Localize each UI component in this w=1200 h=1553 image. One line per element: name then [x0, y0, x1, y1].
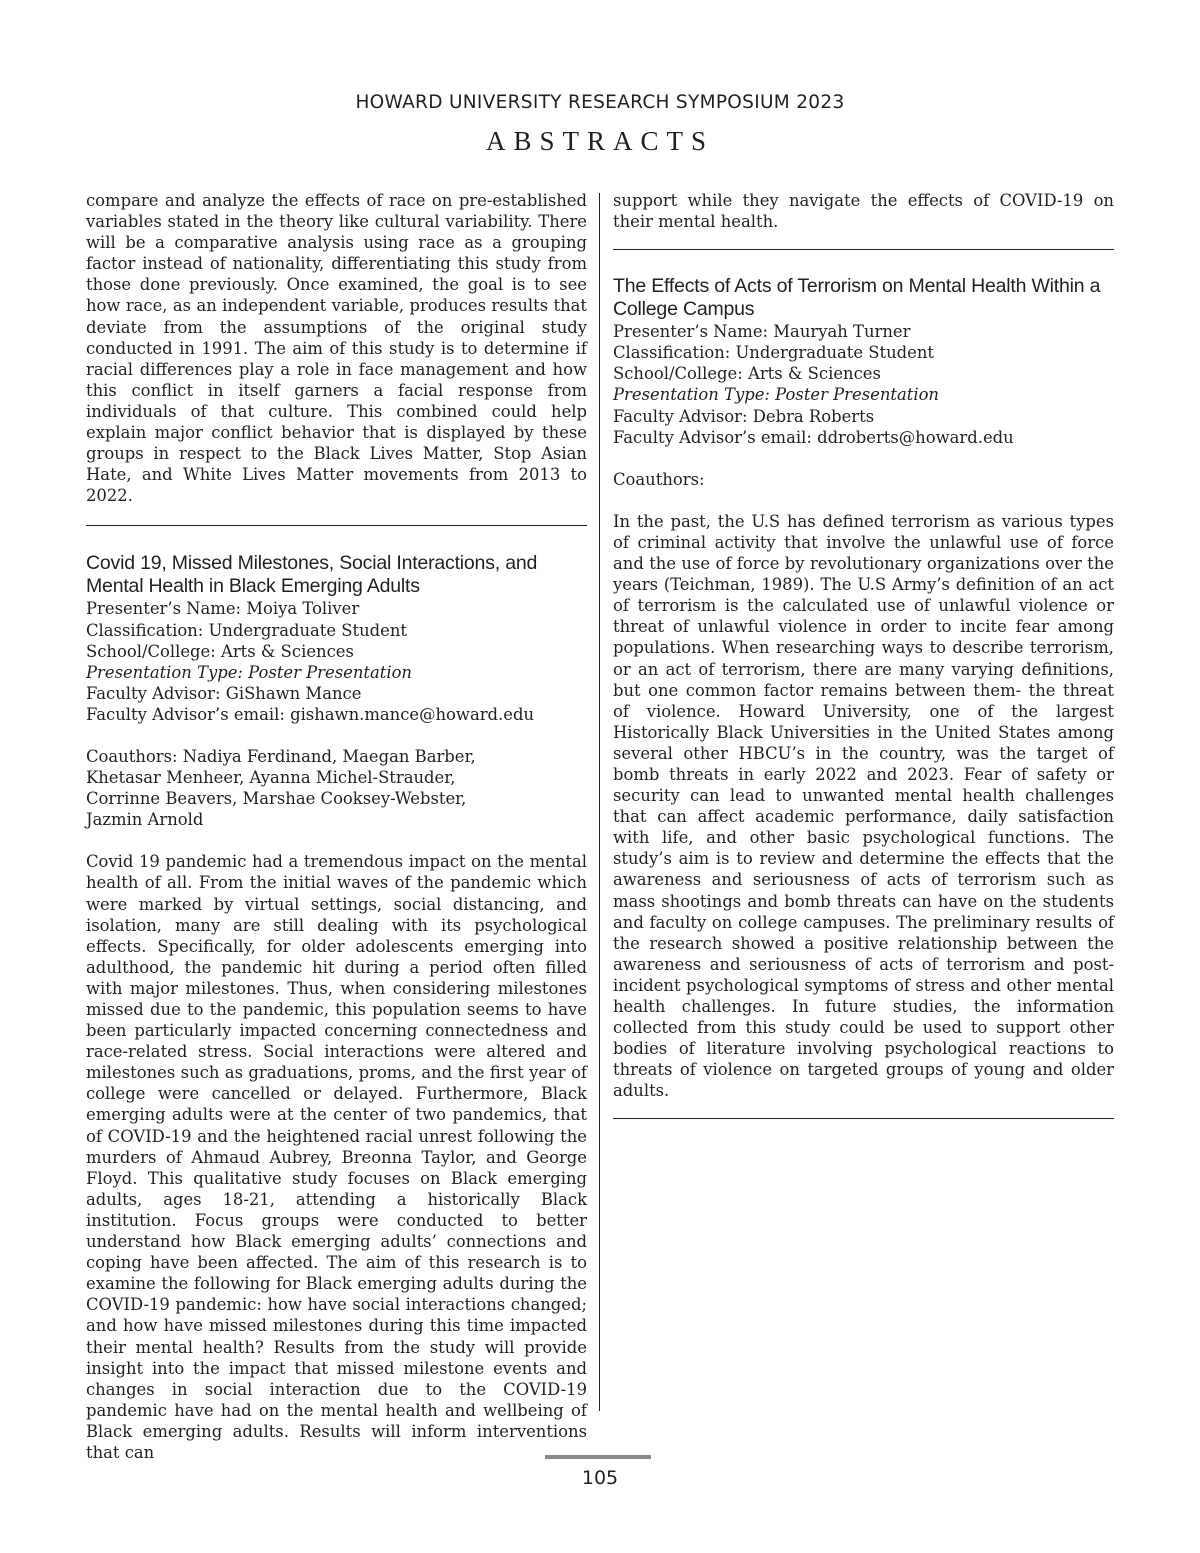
- left-column: [86, 190, 587, 1463]
- right-column: [613, 190, 1114, 1119]
- classification: Classification: Undergraduate Student: [613, 343, 935, 363]
- abstract-entry: [613, 275, 1114, 1101]
- presentation-type: Presentation Type: Poster Presentation: [86, 662, 412, 682]
- abstract-body: Covid 19 pandemic had a tremendous impact on the mental health of all. From the initial waves of the pandemic which were marked by virtual settings, social distancing, and isolation, many are still dealing with its psychological effects. Specifically, for older adolescents emerging into adulthood, the pandemic hit during a period often filled with major milestones. Thus, when considering milestones missed due to the pandemic, this population seems to have been particularly impacted concerning connectedness and race-related stress. Social interactions were altered and milestones such as graduations, proms, and the first year of college were cancelled or delayed. Furthermore, Black emerging adults were at the center of two pandemics, that of COVID-19 and the heightened racial unrest following the murders of Ahmaud Aubrey, Breonna Taylor, and George Floyd. This qualitative study focuses on Black emerging adults, ages 18-21, attending a historically Black institution. Focus groups were conducted to better understand how Black emerging adults’ connections and coping have been affected. The aim of this research is to examine the following for Black emerging adults during the COVID-19 pandemic: how have social interactions changed; and how have missed milestones during this time impacted their mental health? Results from the study will provide insight into the impact that missed milestone events and changes in social interaction due to the COVID-19 pandemic have had on the mental health and wellbeing of Black emerging adults. Results will inform interventions that can: [86, 852, 587, 1462]
- section-rule: [613, 1118, 1114, 1119]
- coauthors-line: Coauthors: Nadiya Ferdinand, Maegan Barber,: [86, 746, 476, 766]
- coauthors-line: Jazmin Arnold: [86, 810, 204, 830]
- faculty-advisor: Faculty Advisor: Debra Roberts: [613, 406, 875, 426]
- continued-abstract-text: support while they navigate the effects of COVID-19 on their mental health.: [613, 191, 1114, 232]
- continued-abstract-text: compare and analyze the effects of race on pre-established variables stated in the theory like cultural variability. There will be a comparative analysis using race as a grouping factor instead of nationality, differentiating this study from those done previously. Once examined, the goal is to see how race, as an independent variable, produces results that deviate from the assumptions of the original study conducted in 1991. The aim of this study is to determine if racial differences play a role in face management and how this conflict in itself garners a facial response from individuals of that culture. This combined could help explain major conflict behavior that is displayed by these groups in respect to the Black Lives Matter, Stop Asian Hate, and White Lives Matter movements from 2013 to 2022.: [86, 191, 587, 506]
- presenter-name: Presenter’s Name: Mauryah Turner: [613, 322, 911, 342]
- page-number: 105: [581, 1467, 619, 1489]
- classification: Classification: Undergraduate Student: [86, 620, 408, 640]
- section-heading: ABSTRACTS: [485, 126, 715, 156]
- school-college: School/College: Arts & Sciences: [86, 641, 354, 661]
- column-divider: [599, 193, 600, 1411]
- section-rule: [86, 525, 587, 526]
- faculty-advisor-email: Faculty Advisor’s email: gishawn.mance@howard.edu: [86, 704, 534, 724]
- abstract-title: The Effects of Acts of Terrorism on Mental Health Within a College Campus: [613, 275, 1101, 321]
- section-rule: [613, 249, 1114, 250]
- coauthors-line: Khetasar Menheer, Ayanna Michel-Strauder,: [86, 768, 456, 788]
- faculty-advisor: Faculty Advisor: GiShawn Mance: [86, 683, 362, 703]
- symposium-title: HOWARD UNIVERSITY RESEARCH SYMPOSIUM 2023: [355, 92, 845, 113]
- abstract-entry: [86, 552, 587, 1463]
- presentation-type: Presentation Type: Poster Presentation: [613, 385, 939, 405]
- coauthors: [86, 746, 587, 830]
- abstract-body: In the past, the U.S has defined terrorism as various types of criminal activity that involve the unlawful use of force and the use of force by revolutionary organizations over the years (Teichman, 1989). The U.S Army’s definition of an act of terrorism is the calculated use of unlawful violence or threat of unlawful violence in order to incite fear among populations. When researching ways to describe terrorism, or an act of terrorism, there are many varying definitions, but one common factor remains between them- the threat of violence. Howard University, one of the largest Historically Black Universities in the United States among several other HBCU’s in the country, was the target of bomb threats in early 2022 and 2023. Fear of safety or security can lead to unwanted mental health challenges that can affect academic performance, daily satisfaction with life, and other basic psychological functions. The study’s aim is to review and determine the effects that the awareness and seriousness of acts of terrorism such as mass shootings and bomb threats can have on the students and faculty on college campuses. The preliminary results of the research showed a positive relationship between the awareness and seriousness of acts of terrorism and post- incident psychological symptoms of stress and other mental health challenges. In future studies, the information collected from this study could be used to support other bodies of literature involving psychological reactions to threats of violence on targeted groups of young and older adults.: [613, 511, 1114, 1101]
- faculty-advisor-email: Faculty Advisor’s email: ddroberts@howard.edu: [613, 427, 1014, 447]
- coauthors: Coauthors:: [613, 469, 705, 489]
- presenter-name: Presenter’s Name: Moiya Toliver: [86, 599, 360, 619]
- abstract-title: Covid 19, Missed Milestones, Social Interactions, and Mental Health in Black Emerging Adults: [86, 552, 538, 598]
- coauthors-line: Corrinne Beavers, Marshae Cooksey-Webster,: [86, 789, 467, 809]
- footer-bar: [545, 1455, 651, 1459]
- school-college: School/College: Arts & Sciences: [613, 364, 881, 384]
